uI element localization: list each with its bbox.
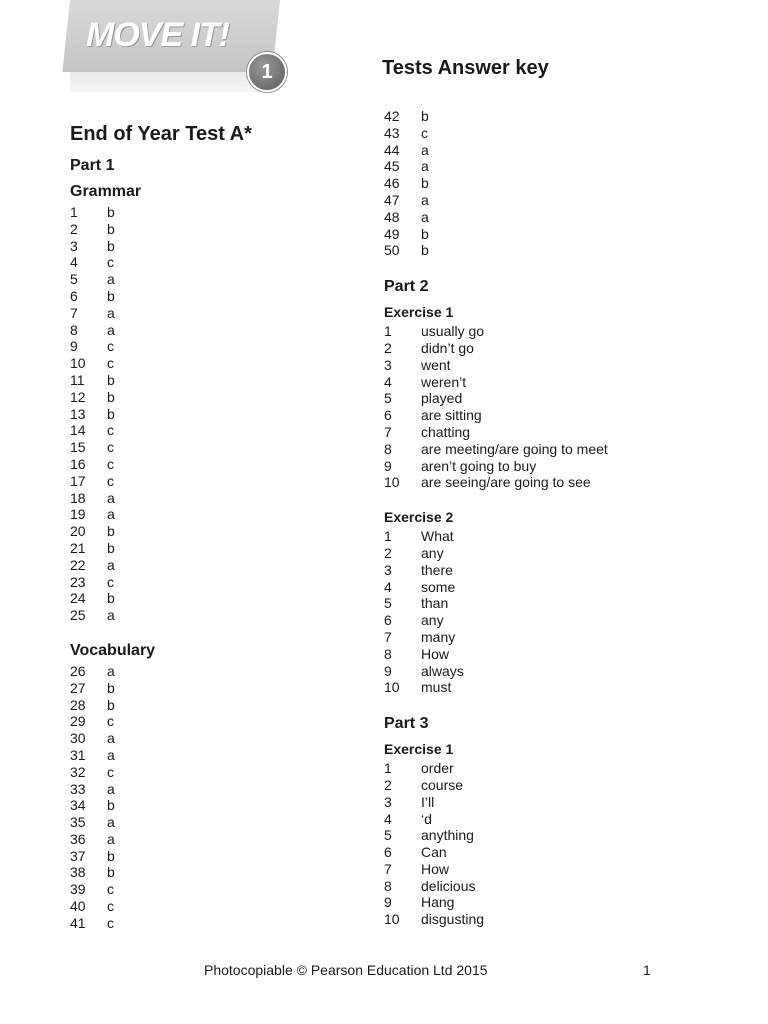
question-number: 22 bbox=[70, 556, 86, 573]
answer-text: How bbox=[421, 645, 450, 662]
answer-row bbox=[70, 271, 350, 288]
question-number: 11 bbox=[70, 371, 85, 388]
answer-row bbox=[70, 747, 350, 764]
answer-text: a bbox=[107, 271, 115, 288]
answer-row bbox=[384, 595, 724, 612]
answer-text: c bbox=[107, 713, 114, 730]
answer-row bbox=[70, 322, 350, 339]
answer-row bbox=[384, 142, 724, 159]
question-number: 9 bbox=[70, 338, 78, 355]
question-number: 10 bbox=[384, 474, 400, 491]
question-number: 1 bbox=[384, 323, 392, 340]
answer-text: a bbox=[107, 730, 115, 747]
answer-text: c bbox=[107, 914, 114, 931]
question-number: 1 bbox=[384, 760, 392, 777]
grammar-answer-list bbox=[70, 204, 350, 624]
question-number: 17 bbox=[70, 472, 86, 489]
answer-row bbox=[70, 473, 350, 490]
answer-row bbox=[70, 221, 350, 238]
answer-text: a bbox=[107, 304, 115, 321]
question-number: 23 bbox=[70, 573, 86, 590]
answer-row bbox=[70, 204, 350, 221]
answer-row bbox=[384, 844, 724, 861]
answer-row bbox=[384, 760, 724, 777]
answer-row bbox=[70, 389, 350, 406]
answer-row bbox=[70, 881, 350, 898]
answer-row bbox=[70, 557, 350, 574]
answer-text: b bbox=[421, 242, 429, 259]
answer-row bbox=[384, 458, 724, 475]
question-number: 31 bbox=[70, 746, 86, 763]
answer-text: a bbox=[421, 158, 429, 175]
answer-text: b bbox=[107, 864, 115, 881]
question-number: 6 bbox=[384, 407, 392, 424]
question-number: 4 bbox=[70, 254, 78, 271]
answer-text: are meeting/are going to meet bbox=[421, 440, 608, 457]
answer-text: b bbox=[107, 388, 115, 405]
right-column bbox=[384, 108, 724, 928]
answer-row bbox=[384, 878, 724, 895]
answer-text: b bbox=[107, 679, 115, 696]
answer-row bbox=[384, 663, 724, 680]
answer-row bbox=[384, 629, 724, 646]
question-number: 39 bbox=[70, 881, 86, 898]
answer-row bbox=[70, 680, 350, 697]
question-number: 34 bbox=[70, 797, 86, 814]
answer-text: weren’t bbox=[421, 373, 467, 390]
answer-text: b bbox=[421, 108, 429, 124]
grammar-heading: Grammar bbox=[70, 183, 142, 200]
question-number: 41 bbox=[70, 914, 86, 931]
question-number: 16 bbox=[70, 455, 86, 472]
answer-row bbox=[70, 406, 350, 423]
answer-row bbox=[70, 730, 350, 747]
question-number: 1 bbox=[384, 528, 392, 545]
question-number: 50 bbox=[384, 242, 400, 259]
answer-text: c bbox=[107, 455, 114, 472]
answer-text: a bbox=[107, 506, 115, 523]
question-number: 9 bbox=[384, 662, 392, 679]
answer-row bbox=[384, 108, 724, 125]
question-number: 5 bbox=[70, 271, 78, 288]
answer-row bbox=[384, 242, 724, 259]
answer-row bbox=[70, 663, 350, 680]
answer-row bbox=[70, 523, 350, 540]
answer-text: disgusting bbox=[421, 911, 485, 928]
answer-text: ‘d bbox=[421, 810, 432, 827]
answer-row bbox=[384, 794, 724, 811]
question-number: 49 bbox=[384, 225, 400, 242]
question-number: 3 bbox=[384, 356, 392, 373]
answer-text: a bbox=[107, 780, 115, 797]
answer-row bbox=[384, 894, 724, 911]
question-number: 33 bbox=[70, 780, 86, 797]
question-number: 38 bbox=[70, 864, 86, 881]
part-1-heading: Part 1 bbox=[70, 157, 115, 174]
question-number: 35 bbox=[70, 814, 86, 831]
answer-row bbox=[384, 579, 724, 596]
question-number: 27 bbox=[70, 679, 86, 696]
question-number: 1 bbox=[70, 204, 78, 220]
question-number: 8 bbox=[70, 321, 78, 338]
answer-row bbox=[384, 777, 724, 794]
question-number: 5 bbox=[384, 390, 392, 407]
question-number: 30 bbox=[70, 730, 86, 747]
answer-text: a bbox=[107, 830, 115, 847]
question-number: 8 bbox=[384, 645, 392, 662]
answer-text: c bbox=[107, 355, 114, 372]
answer-row bbox=[70, 338, 350, 355]
answer-row bbox=[384, 226, 724, 243]
page-number: 1 bbox=[643, 962, 651, 978]
answer-text: a bbox=[107, 746, 115, 763]
answer-row bbox=[70, 831, 350, 848]
answer-text: usually go bbox=[421, 323, 485, 340]
answer-text: any bbox=[421, 612, 444, 629]
copyright-footer: Photocopiable © Pearson Education Ltd 2015 bbox=[204, 962, 488, 978]
answer-row bbox=[384, 441, 724, 458]
answer-text: c bbox=[107, 422, 114, 439]
question-number: 24 bbox=[70, 590, 86, 607]
answer-text: c bbox=[107, 898, 114, 915]
question-number: 5 bbox=[384, 827, 392, 844]
answer-text: c bbox=[107, 573, 114, 590]
answer-row bbox=[384, 811, 724, 828]
answer-text: aren’t going to buy bbox=[421, 457, 537, 474]
question-number: 40 bbox=[70, 898, 86, 915]
answer-text: b bbox=[107, 287, 115, 304]
answer-text: anything bbox=[421, 827, 474, 844]
answer-text: chatting bbox=[421, 423, 471, 440]
answer-text: b bbox=[107, 204, 115, 220]
question-number: 9 bbox=[384, 894, 392, 911]
part-3-exercise-1-list bbox=[384, 760, 724, 928]
question-number: 9 bbox=[384, 457, 392, 474]
answer-text: there bbox=[421, 561, 453, 578]
answer-row bbox=[384, 340, 724, 357]
question-number: 46 bbox=[384, 175, 400, 192]
answer-text: always bbox=[421, 662, 464, 679]
question-number: 20 bbox=[70, 523, 86, 540]
answer-text: b bbox=[421, 225, 429, 242]
answer-row bbox=[70, 781, 350, 798]
answer-text: are seeing/are going to see bbox=[421, 474, 591, 491]
part-2-exercise-2-heading: Exercise 2 bbox=[384, 509, 454, 526]
answer-text: b bbox=[107, 847, 115, 864]
answer-row bbox=[384, 911, 724, 928]
answer-row bbox=[70, 915, 350, 932]
question-number: 14 bbox=[70, 422, 86, 439]
question-number: 4 bbox=[384, 578, 392, 595]
answer-row bbox=[70, 372, 350, 389]
answer-row bbox=[384, 374, 724, 391]
question-number: 2 bbox=[384, 776, 392, 793]
answer-text: a bbox=[107, 556, 115, 573]
answer-text: many bbox=[421, 628, 456, 645]
answer-text: b bbox=[107, 220, 115, 237]
question-number: 3 bbox=[384, 561, 392, 578]
answer-text: delicious bbox=[421, 877, 476, 894]
answer-row bbox=[384, 679, 724, 696]
answer-row bbox=[384, 323, 724, 340]
question-number: 7 bbox=[384, 423, 392, 440]
answer-row bbox=[384, 125, 724, 142]
question-number: 29 bbox=[70, 713, 86, 730]
answer-row bbox=[70, 898, 350, 915]
question-number: 21 bbox=[70, 539, 86, 556]
part-2-exercise-2-list bbox=[384, 528, 724, 696]
answer-row bbox=[384, 545, 724, 562]
answer-row bbox=[384, 158, 724, 175]
answer-text: b bbox=[107, 797, 115, 814]
answer-text: a bbox=[107, 607, 115, 624]
question-number: 2 bbox=[70, 220, 78, 237]
question-number: 45 bbox=[384, 158, 400, 175]
question-number: 10 bbox=[70, 355, 86, 372]
part-2-exercise-1-heading: Exercise 1 bbox=[384, 304, 454, 321]
question-number: 8 bbox=[384, 877, 392, 894]
answer-text: course bbox=[421, 776, 464, 793]
question-number: 12 bbox=[70, 388, 86, 405]
answer-row bbox=[70, 254, 350, 271]
question-number: 18 bbox=[70, 489, 86, 506]
answer-text: any bbox=[421, 544, 444, 561]
answer-text: c bbox=[107, 254, 114, 271]
question-number: 7 bbox=[70, 304, 78, 321]
answer-text: a bbox=[107, 662, 115, 679]
question-number: 44 bbox=[384, 141, 400, 158]
answer-text: Can bbox=[421, 844, 447, 861]
question-number: 47 bbox=[384, 191, 400, 208]
answer-text: c bbox=[107, 472, 114, 489]
answer-text: a bbox=[421, 191, 429, 208]
answer-text: a bbox=[107, 814, 115, 831]
answer-row bbox=[70, 506, 350, 523]
answer-row bbox=[70, 814, 350, 831]
move-it-logo-text: MOVE IT! bbox=[86, 16, 230, 54]
part-2-exercise-1-list bbox=[384, 323, 724, 491]
answer-text: b bbox=[107, 539, 115, 556]
answer-text: c bbox=[421, 124, 428, 141]
answer-row bbox=[70, 355, 350, 372]
answer-text: some bbox=[421, 578, 456, 595]
answer-row bbox=[384, 424, 724, 441]
answer-text: went bbox=[421, 356, 451, 373]
question-number: 7 bbox=[384, 860, 392, 877]
answer-text: How bbox=[421, 860, 450, 877]
answer-text: c bbox=[107, 763, 114, 780]
question-number: 10 bbox=[384, 679, 400, 696]
question-number: 25 bbox=[70, 607, 86, 624]
answer-text: b bbox=[107, 371, 115, 388]
answer-row bbox=[384, 528, 724, 545]
question-number: 2 bbox=[384, 544, 392, 561]
answer-row bbox=[70, 439, 350, 456]
answer-text: What bbox=[421, 528, 454, 545]
level-badge: 1 bbox=[247, 52, 287, 92]
question-number: 32 bbox=[70, 763, 86, 780]
answer-text: are sitting bbox=[421, 407, 482, 424]
answer-row bbox=[70, 864, 350, 881]
answer-text: c bbox=[107, 881, 114, 898]
question-number: 2 bbox=[384, 339, 392, 356]
part-3-heading: Part 3 bbox=[384, 715, 429, 733]
answer-row bbox=[70, 490, 350, 507]
answer-row bbox=[384, 209, 724, 226]
answer-text: a bbox=[107, 489, 115, 506]
question-number: 19 bbox=[70, 506, 86, 523]
answer-row bbox=[70, 797, 350, 814]
question-number: 43 bbox=[384, 124, 400, 141]
question-number: 28 bbox=[70, 696, 86, 713]
question-number: 6 bbox=[384, 844, 392, 861]
answer-text: a bbox=[107, 321, 115, 338]
answer-row bbox=[384, 407, 724, 424]
answer-row bbox=[70, 540, 350, 557]
answer-row bbox=[70, 288, 350, 305]
question-number: 37 bbox=[70, 847, 86, 864]
answer-row bbox=[70, 590, 350, 607]
question-number: 7 bbox=[384, 628, 392, 645]
answer-text: played bbox=[421, 390, 463, 407]
answer-text: b bbox=[107, 590, 115, 607]
answer-text: b bbox=[107, 405, 115, 422]
answer-row bbox=[384, 861, 724, 878]
answer-row bbox=[384, 390, 724, 407]
vocabulary-heading: Vocabulary bbox=[70, 641, 156, 659]
test-title: End of Year Test A* bbox=[70, 123, 252, 145]
answer-row bbox=[384, 562, 724, 579]
part-2-heading: Part 2 bbox=[384, 278, 429, 296]
answer-row bbox=[70, 305, 350, 322]
answer-row bbox=[70, 238, 350, 255]
answer-row bbox=[384, 474, 724, 491]
part-3-exercise-1-heading: Exercise 1 bbox=[384, 741, 454, 758]
answer-row bbox=[384, 646, 724, 663]
question-number: 26 bbox=[70, 662, 86, 679]
question-number: 4 bbox=[384, 810, 392, 827]
page-title: Tests Answer key bbox=[382, 57, 549, 79]
answer-text: a bbox=[421, 208, 429, 225]
answer-row bbox=[70, 607, 350, 624]
answer-text: didn’t go bbox=[421, 339, 474, 356]
answer-text: b bbox=[107, 523, 115, 540]
answer-text: must bbox=[421, 679, 452, 696]
question-number: 15 bbox=[70, 439, 86, 456]
answer-text: b bbox=[107, 237, 115, 254]
question-number: 10 bbox=[384, 911, 400, 928]
answer-text: b bbox=[107, 696, 115, 713]
answer-row bbox=[384, 175, 724, 192]
answer-row bbox=[70, 422, 350, 439]
answer-text: order bbox=[421, 760, 454, 777]
vocabulary-answer-list-continued bbox=[384, 108, 724, 259]
answer-row bbox=[70, 713, 350, 730]
answer-text: b bbox=[421, 175, 429, 192]
question-number: 3 bbox=[70, 237, 78, 254]
answer-text: I’ll bbox=[421, 793, 435, 810]
question-number: 5 bbox=[384, 595, 392, 612]
question-number: 6 bbox=[70, 287, 78, 304]
answer-row bbox=[70, 848, 350, 865]
answer-row bbox=[384, 357, 724, 374]
answer-text: c bbox=[107, 439, 114, 456]
answer-text: than bbox=[421, 595, 449, 612]
answer-row bbox=[70, 764, 350, 781]
answer-row bbox=[384, 612, 724, 629]
question-number: 13 bbox=[70, 405, 86, 422]
question-number: 6 bbox=[384, 612, 392, 629]
answer-row bbox=[70, 697, 350, 714]
answer-text: c bbox=[107, 338, 114, 355]
question-number: 3 bbox=[384, 793, 392, 810]
answer-text: a bbox=[421, 141, 429, 158]
answer-row bbox=[70, 574, 350, 591]
answer-row bbox=[70, 456, 350, 473]
vocabulary-answer-list bbox=[70, 663, 350, 932]
answer-row bbox=[384, 827, 724, 844]
question-number: 42 bbox=[384, 108, 400, 124]
answer-row bbox=[384, 192, 724, 209]
question-number: 8 bbox=[384, 440, 392, 457]
question-number: 36 bbox=[70, 830, 86, 847]
question-number: 48 bbox=[384, 208, 400, 225]
left-column bbox=[70, 122, 350, 932]
question-number: 4 bbox=[384, 373, 392, 390]
answer-text: Hang bbox=[421, 894, 455, 911]
